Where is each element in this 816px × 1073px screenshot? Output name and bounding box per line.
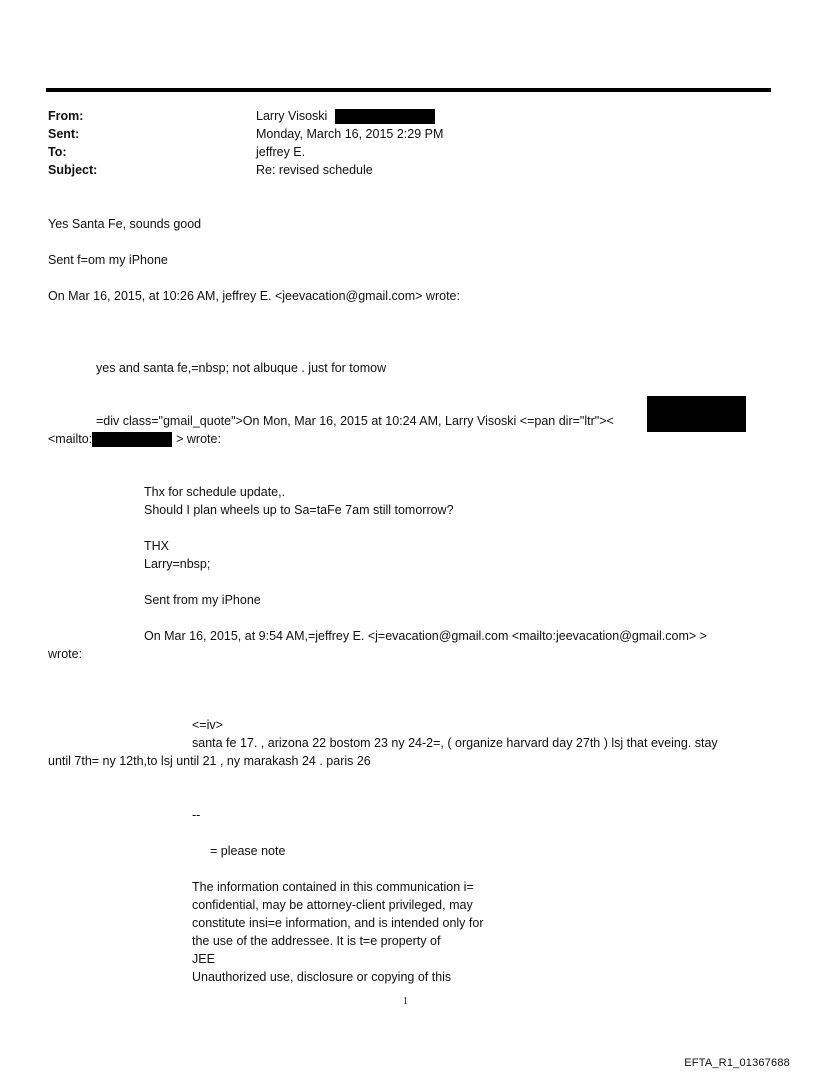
from-value	[256, 109, 435, 124]
subject-value: Re: revised schedule	[256, 163, 373, 177]
from-label: From:	[48, 109, 84, 123]
quoted-header-line: On Mar 16, 2015, at 9:54 AM,=jeffrey E. <j=evacation@gmail.com <mailto:jeevacation@gmail.com> >	[144, 629, 707, 643]
page-number: 1	[403, 996, 408, 1007]
mailto-line	[48, 432, 221, 447]
quoted-line: Sent from my iPhone	[144, 593, 261, 607]
mailto-suffix: > wrote:	[176, 432, 221, 446]
to-value: jeffrey E.	[256, 145, 306, 159]
disclaimer-line: the use of the addressee. It is t=e property of	[192, 934, 441, 948]
schedule-line: until 7th= ny 12th,to lsj until 21 , ny marakash 24 . paris 26	[48, 754, 371, 768]
quoted-line: Larry=nbsp;	[144, 557, 211, 571]
quoted-line: Thx for schedule update,.	[144, 485, 286, 499]
redaction-box	[335, 109, 435, 124]
header-rule	[46, 88, 771, 92]
note-line: = please note	[210, 844, 286, 858]
quoted-line: Should I plan wheels up to Sa=taFe 7am still tomorrow?	[144, 503, 454, 517]
reply-line: yes and santa fe,=nbsp; not albuque . just for tomow	[96, 361, 387, 375]
disclaimer-line: confidential, may be attorney-client privileged, may	[192, 898, 473, 912]
redaction-box	[647, 396, 746, 432]
disclaimer-line: Unauthorized use, disclosure or copying of this	[192, 970, 452, 984]
schedule-line: santa fe 17. , arizona 22 bostom 23 ny 24-2=, ( organize harvard day 27th ) lsj that eveing. stay	[192, 736, 718, 750]
document-id: EFTA_R1_01367688	[684, 1057, 790, 1069]
quoted-line: THX	[144, 539, 169, 553]
body-line: On Mar 16, 2015, at 10:26 AM, jeffrey E. <jeevacation@gmail.com> wrote:	[48, 289, 460, 303]
to-label: To:	[48, 145, 67, 159]
body-line: Yes Santa Fe, sounds good	[48, 217, 202, 231]
nested-line: <=iv>	[192, 718, 223, 732]
sent-value: Monday, March 16, 2015 2:29 PM	[256, 127, 444, 141]
quote-header-line: =div class="gmail_quote">On Mon, Mar 16, 2015 at 10:24 AM, Larry Visoski <=pan dir="ltr"><	[96, 414, 614, 428]
quoted-header-line: wrote:	[48, 647, 83, 661]
redaction-box	[92, 432, 172, 447]
signature-dashes: --	[192, 808, 201, 822]
sender-name: Larry Visoski	[256, 109, 328, 123]
body-line: Sent f=om my iPhone	[48, 253, 168, 267]
subject-label: Subject:	[48, 163, 98, 177]
disclaimer-line: constitute insi=e information, and is intended only for	[192, 916, 484, 930]
disclaimer-line: JEE	[192, 952, 215, 966]
mailto-prefix: <mailto:	[48, 432, 93, 446]
sent-label: Sent:	[48, 127, 80, 141]
disclaimer-line: The information contained in this communication i=	[192, 880, 474, 894]
